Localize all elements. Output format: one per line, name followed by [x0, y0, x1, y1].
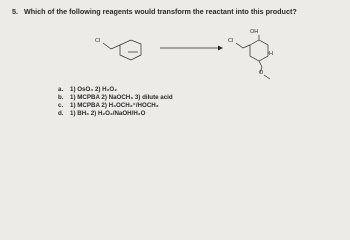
product-ring [250, 40, 268, 61]
product-methyl [264, 75, 270, 79]
reactant-chain [103, 43, 120, 49]
product-h-label: H [269, 51, 273, 57]
question-text: Which of the following reagents would transform the reactant into this product? [24, 7, 297, 16]
product-o-label: O [259, 70, 264, 76]
choice-b[interactable] [58, 94, 173, 102]
question-number: 5. [12, 7, 18, 16]
choice-d[interactable] [58, 110, 173, 118]
choice-text: 1) BH₃ 2) H₂O₂/NaOH/H₂O [70, 110, 146, 117]
choice-letter: a. [58, 86, 64, 93]
choice-text: 1) OsO₄ 2) H₂O₂ [70, 86, 117, 93]
choice-c[interactable] [58, 102, 173, 110]
product-structure [228, 29, 273, 79]
answer-choices [58, 86, 173, 118]
reactant-cl-label: Cl [95, 38, 101, 44]
product-cl-label: Cl [228, 38, 234, 44]
choice-letter: b. [58, 94, 64, 101]
choice-text: 1) MCPBA 2) H₃OCH₃⁺/HOCH₃ [70, 102, 159, 109]
reaction-arrow [160, 46, 223, 51]
choice-letter: c. [58, 102, 64, 109]
reactant-structure [95, 38, 141, 60]
product-chain [236, 43, 250, 48]
reactant-ring [120, 40, 141, 60]
product-oh-label: OH [250, 29, 259, 35]
choice-text: 1) MCPBA 2) NaOCH₃ 3) dilute acid [70, 94, 173, 101]
choice-a[interactable] [58, 86, 173, 94]
choice-letter: d. [58, 110, 64, 117]
